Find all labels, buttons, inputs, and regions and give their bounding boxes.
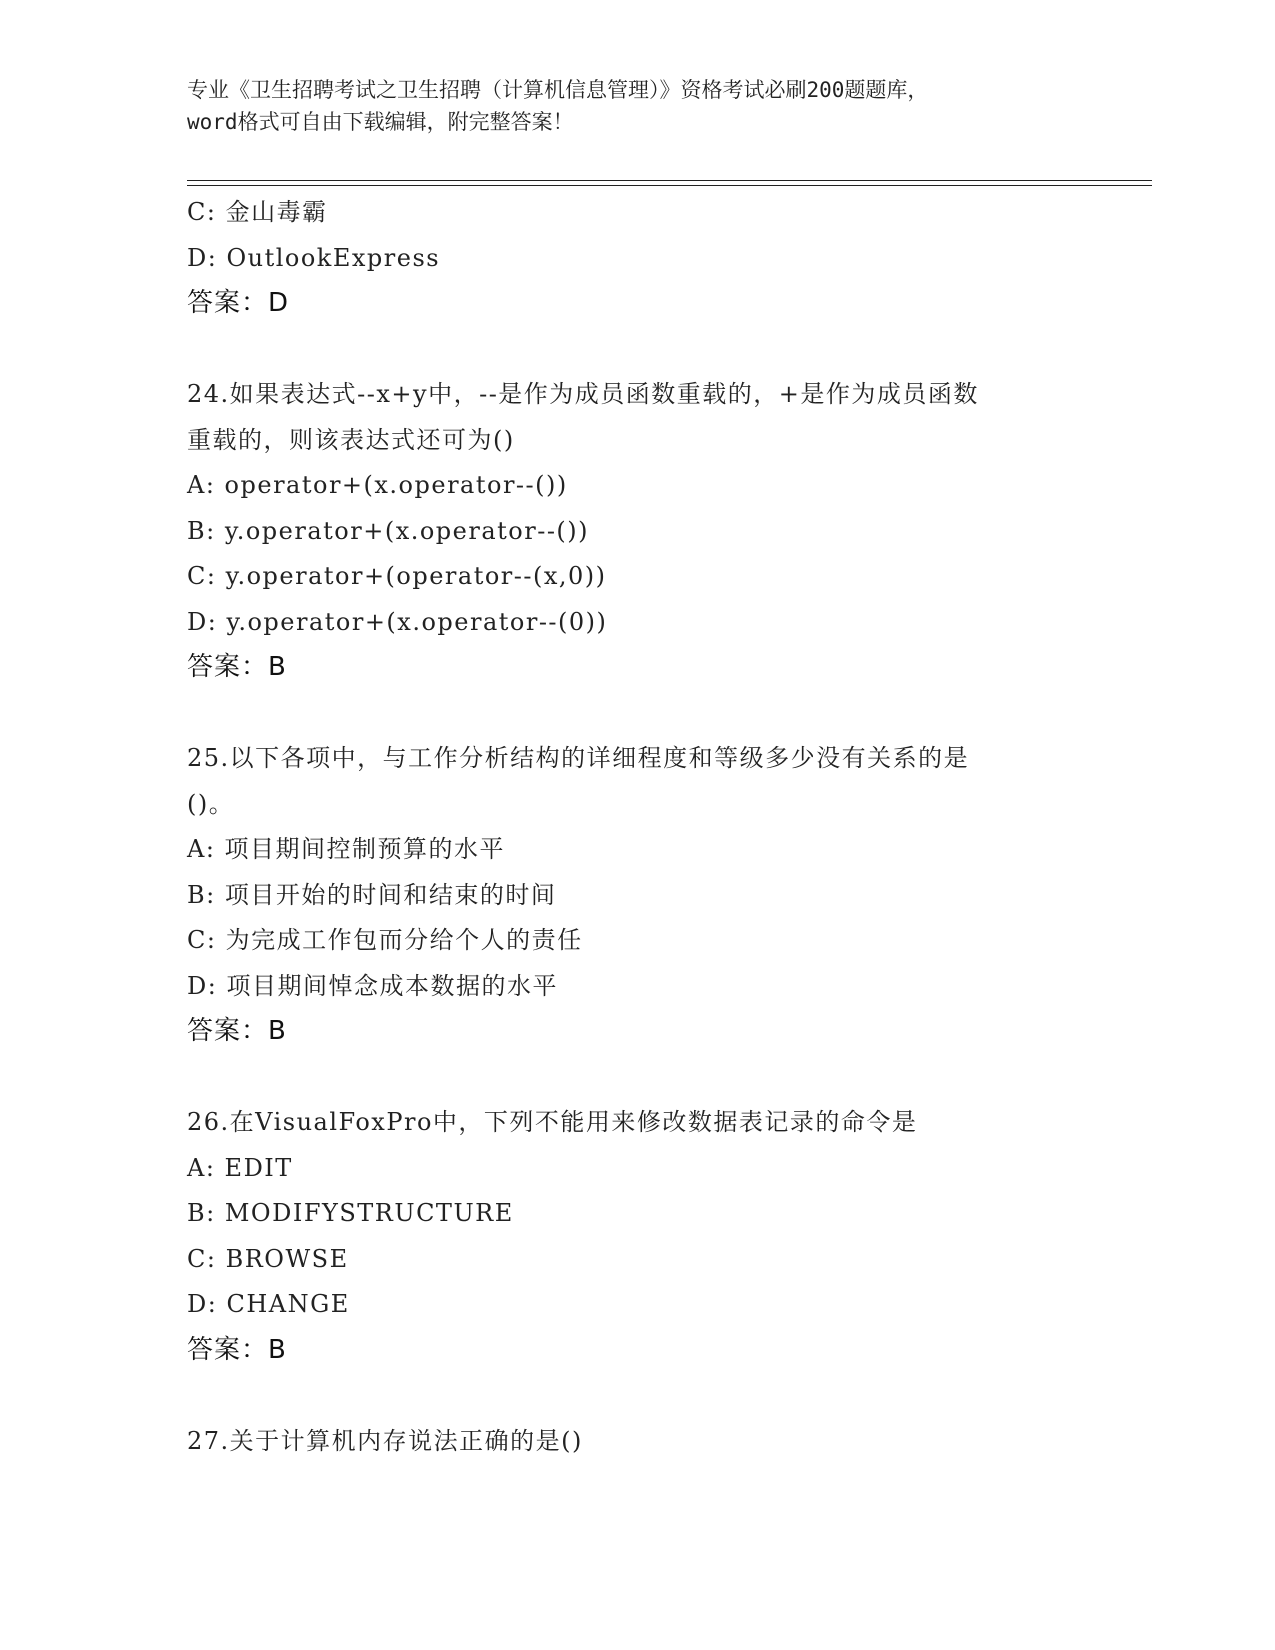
header-title-line-2: word格式可自由下载编辑，附完整答案！ <box>187 110 574 134</box>
option-a: A: operator+(x.operator--()) <box>187 471 568 499</box>
question-text: ()。 <box>187 789 235 818</box>
option-b: B: MODIFYSTRUCTURE <box>187 1199 514 1227</box>
option-d: D: CHANGE <box>187 1290 350 1318</box>
question-block <box>187 190 1087 327</box>
option-c: C: BROWSE <box>187 1244 349 1273</box>
spacer <box>187 1373 1087 1419</box>
option-d: D: 项目期间悼念成本数据的水平 <box>187 971 558 1000</box>
option-d: D: OutlookExpress <box>187 243 441 272</box>
question-text: 25.以下各项中，与工作分析结构的详细程度和等级多少没有关系的是 <box>187 744 970 772</box>
question-text: 27.关于计算机内存说法正确的是() <box>187 1426 583 1455</box>
question-block <box>187 1100 1087 1373</box>
question-list <box>187 190 1087 1464</box>
header-divider <box>187 180 1152 186</box>
spacer <box>187 327 1087 373</box>
answer-line: 答案：B <box>187 652 287 682</box>
option-a: A: 项目期间控制预算的水平 <box>187 835 506 863</box>
option-b: B: 项目开始的时间和结束的时间 <box>187 880 557 909</box>
spacer <box>187 1055 1087 1101</box>
question-text: 26.在VisualFoxPro中，下列不能用来修改数据表记录的命令是 <box>187 1108 918 1136</box>
question-text: 重载的，则该表达式还可为() <box>187 425 515 454</box>
answer-line: 答案：B <box>187 1016 287 1046</box>
question-block <box>187 736 1087 1055</box>
option-b: B: y.operator+(x.operator--()) <box>187 516 590 545</box>
option-c: C: 金山毒霸 <box>187 198 328 226</box>
question-block <box>187 372 1087 691</box>
header-title-line-1: 专业《卫生招聘考试之卫生招聘（计算机信息管理）》资格考试必刷200题题库， <box>187 78 929 102</box>
option-a: A: EDIT <box>187 1153 293 1182</box>
spacer <box>187 691 1087 737</box>
option-c: C: y.operator+(operator--(x,0)) <box>187 562 607 590</box>
document-header <box>187 74 1087 138</box>
option-c: C: 为完成工作包而分给个人的责任 <box>187 926 583 954</box>
question-text: 24.如果表达式--x+y中，--是作为成员函数重载的，+是作为成员函数 <box>187 380 979 408</box>
answer-line: 答案：B <box>187 1334 287 1365</box>
answer-line: 答案：D <box>187 288 290 318</box>
question-block <box>187 1419 1087 1465</box>
option-d: D: y.operator+(x.operator--(0)) <box>187 607 608 636</box>
